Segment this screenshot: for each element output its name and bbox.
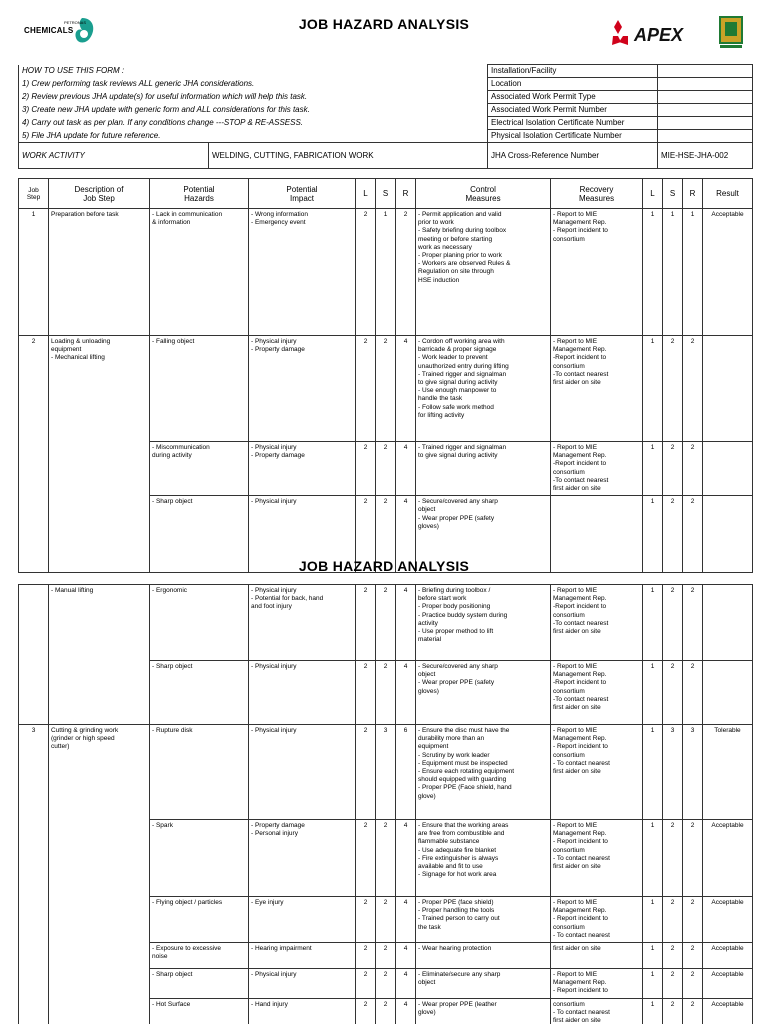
impact-cell: - Physical injury [249,661,356,725]
how-to-row [19,130,753,143]
residual-risk-cell: 2 [683,998,703,1024]
col-s2: S [663,179,683,209]
how-to-row [19,65,753,78]
residual-severity-cell: 2 [663,969,683,999]
severity-cell: 2 [376,897,396,943]
control-cell: - Secure/covered any sharp object - Wear proper PPE (safety gloves) [416,496,551,573]
recovery-cell: - Report to MIE Management Rep. - Report incident to consortium - To contact nearest [551,897,643,943]
residual-risk-cell: 2 [683,943,703,969]
impact-cell: - Hearing impairment [249,943,356,969]
control-cell: - Ensure the disc must have the durability more than an equipment - Scrutiny by work leader - Equipment must be inspected - Ensure each rotating equipment should equipped with guarding - Proper PPE (Face shield, hand glove) [416,725,551,820]
hazard-cell: - Ergonomic [150,585,249,661]
result-cell: Tolerable [703,725,753,820]
recovery-cell: first aider on site [551,943,643,969]
residual-likelihood-cell: 1 [643,209,663,336]
likelihood-cell: 2 [356,998,376,1024]
step-description: Cutting & grinding work (grinder or high speed cutter) [49,725,150,1024]
residual-likelihood-cell: 1 [643,897,663,943]
likelihood-cell: 2 [356,943,376,969]
recovery-cell: - Report to MIE Management Rep. -Report incident to consortium -To contact nearest first aider on site [551,442,643,496]
result-cell [703,661,753,725]
how-to-row [19,104,753,117]
control-cell: - Wear hearing protection [416,943,551,969]
instruction-line: 2) Review previous JHA update(s) for useful information which will help this task. [19,91,488,104]
result-cell [703,585,753,661]
col-step: Job Step [19,179,49,209]
field-value[interactable] [658,117,753,130]
result-cell: Acceptable [703,897,753,943]
control-cell: - Wear proper PPE (leather glove) [416,998,551,1024]
severity-cell: 2 [376,820,396,897]
risk-cell: 4 [396,336,416,442]
residual-risk-cell: 2 [683,897,703,943]
col-s: S [376,179,396,209]
impact-cell: - Wrong information - Emergency event [249,209,356,336]
hazard-cell: - Rupture disk [150,725,249,820]
likelihood-cell: 2 [356,496,376,573]
result-cell: Acceptable [703,943,753,969]
control-cell: - Cordon off working area with barricade & proper signage - Work leader to prevent unauthorized entry during lifting - Trained rigger and signalman to give signal during activity - Use enough manpower to handle the task - Follow safe work method for lifting activity [416,336,551,442]
field-label: Electrical Isolation Certificate Number [488,117,658,130]
residual-severity-cell: 2 [663,496,683,573]
risk-cell: 4 [396,820,416,897]
instruction-line: 5) File JHA update for future reference. [19,130,488,143]
likelihood-cell: 2 [356,820,376,897]
residual-risk-cell: 2 [683,585,703,661]
residual-likelihood-cell: 1 [643,442,663,496]
hazard-cell: - Flying object / particles [150,897,249,943]
how-to-row [19,117,753,130]
step-number: 2 [19,336,49,573]
residual-likelihood-cell: 1 [643,725,663,820]
field-value[interactable] [658,65,753,78]
residual-likelihood-cell: 1 [643,585,663,661]
likelihood-cell: 2 [356,725,376,820]
step-number: 1 [19,209,49,336]
work-activity-value: WELDING, CUTTING, FABRICATION WORK [209,143,488,169]
step-description: - Manual lifting [49,585,150,725]
work-activity-label: WORK ACTIVITY [19,143,209,169]
severity-cell: 2 [376,442,396,496]
likelihood-cell: 2 [356,897,376,943]
risk-cell: 4 [396,496,416,573]
likelihood-cell: 2 [356,969,376,999]
table-row [19,336,753,442]
field-value[interactable] [658,91,753,104]
apex-text: APEX [634,25,684,45]
residual-severity-cell: 2 [663,442,683,496]
severity-cell: 2 [376,585,396,661]
how-to-row [19,91,753,104]
hazard-cell: - Exposure to excessive noise [150,943,249,969]
impact-cell: - Physical injury [249,496,356,573]
residual-likelihood-cell: 1 [643,820,663,897]
xref-value: MIE-HSE-JHA-002 [658,143,753,169]
severity-cell: 2 [376,336,396,442]
residual-likelihood-cell: 1 [643,998,663,1024]
impact-cell: - Physical injury [249,725,356,820]
col-l: L [356,179,376,209]
likelihood-cell: 2 [356,336,376,442]
col-impact: Potential Impact [249,179,356,209]
hazard-cell: - Spark [150,820,249,897]
risk-cell: 2 [396,209,416,336]
hazard-cell: - Sharp object [150,661,249,725]
col-hazards: Potential Hazards [150,179,249,209]
apex-logo [602,12,750,52]
residual-likelihood-cell: 1 [643,336,663,442]
result-cell [703,336,753,442]
page-title: JOB HAZARD ANALYSIS [298,16,470,32]
xref-label: JHA Cross-Reference Number [488,143,658,169]
residual-severity-cell: 2 [663,897,683,943]
col-control: Control Measures [416,179,551,209]
hazard-cell: - Hot Surface [150,998,249,1024]
severity-cell: 3 [376,725,396,820]
residual-severity-cell: 2 [663,998,683,1024]
instruction-line: 1) Crew performing task reviews ALL generic JHA considerations. [19,78,488,91]
residual-likelihood-cell: 1 [643,661,663,725]
table-row [19,725,753,820]
recovery-cell: - Report to MIE Management Rep. - Report incident to consortium - To contact nearest first aider on site [551,725,643,820]
impact-cell: - Physical injury - Property damage [249,442,356,496]
field-value[interactable] [658,78,753,91]
step-description: Preparation before task [49,209,150,336]
mitsubishi-icon [612,20,628,45]
col-result: Result [703,179,753,209]
severity-cell: 2 [376,969,396,999]
risk-cell: 4 [396,969,416,999]
result-cell: Acceptable [703,820,753,897]
recovery-cell: - Report to MIE Management Rep. - Report incident to consortium [551,209,643,336]
instruction-line: HOW TO USE THIS FORM : [19,65,488,78]
residual-likelihood-cell: 1 [643,496,663,573]
field-label: Location [488,78,658,91]
step-description: Loading & unloading equipment - Mechanical lifting [49,336,150,573]
field-value[interactable] [658,104,753,117]
residual-severity-cell: 3 [663,725,683,820]
result-cell: Acceptable [703,209,753,336]
likelihood-cell: 2 [356,442,376,496]
col-l2: L [643,179,663,209]
risk-cell: 4 [396,998,416,1024]
severity-cell: 2 [376,661,396,725]
step-number: 3 [19,725,49,1024]
risk-cell: 6 [396,725,416,820]
field-label: Installation/Facility [488,65,658,78]
likelihood-cell: 2 [356,585,376,661]
control-cell: - Proper PPE (face shield) - Proper handling the tools - Trained person to carry out the task [416,897,551,943]
residual-risk-cell: 1 [683,209,703,336]
residual-risk-cell: 2 [683,336,703,442]
how-to-table [18,64,753,169]
recovery-cell: consortium - To contact nearest first aider on site [551,998,643,1024]
residual-severity-cell: 2 [663,820,683,897]
severity-cell: 2 [376,998,396,1024]
residual-severity-cell: 1 [663,209,683,336]
result-cell: Acceptable [703,969,753,999]
col-recovery: Recovery Measures [551,179,643,209]
hazard-cell: - Lack in communication & information [150,209,249,336]
impact-cell: - Physical injury [249,969,356,999]
control-cell: - Eliminate/secure any sharp object [416,969,551,999]
table-row [19,209,753,336]
col-r: R [396,179,416,209]
logo-text: CHEMICALS [24,26,74,35]
table-row [19,585,753,661]
recovery-cell: - Report to MIE Management Rep. -Report incident to consortium -To contact nearest first aider on site [551,661,643,725]
risk-cell: 4 [396,897,416,943]
recovery-cell: - Report to MIE Management Rep. -Report incident to consortium -To contact nearest first aider on site [551,336,643,442]
field-label: Physical Isolation Certificate Number [488,130,658,143]
logo-sub: PETRONAS [64,20,87,25]
impact-cell: - Eye injury [249,897,356,943]
likelihood-cell: 2 [356,209,376,336]
severity-cell: 2 [376,943,396,969]
severity-cell: 1 [376,209,396,336]
field-value[interactable] [658,130,753,143]
residual-severity-cell: 2 [663,585,683,661]
step-number [19,585,49,725]
result-cell: Acceptable [703,998,753,1024]
residual-risk-cell: 3 [683,725,703,820]
residual-likelihood-cell: 1 [643,943,663,969]
control-cell: - Ensure that the working areas are free from combustible and flammable substance - Use adequate fire blanket - Fire extinguisher is always available and fit to use - Signage for hot work area [416,820,551,897]
impact-cell: - Physical injury - Potential for back, hand and foot injury [249,585,356,661]
residual-risk-cell: 2 [683,496,703,573]
table-header-row [19,179,753,209]
shield-crest-icon [720,17,742,48]
risk-cell: 4 [396,661,416,725]
instruction-line: 3) Create new JHA update with generic form and ALL considerations for this task. [19,104,488,117]
residual-risk-cell: 2 [683,442,703,496]
control-cell: - Permit application and valid prior to work - Safety briefing during toolbox meeting or before starting work as necessary - Proper planing prior to work - Workers are observed Rules & Regulation on site through HSE induction [416,209,551,336]
control-cell: - Briefing during toolbox / before start work - Proper body positioning - Practice buddy system during activity - Use proper method to lift material [416,585,551,661]
recovery-cell: - Report to MIE Management Rep. - Report incident to [551,969,643,999]
work-activity-row [19,143,753,169]
likelihood-cell: 2 [356,661,376,725]
impact-cell: - Hand injury [249,998,356,1024]
residual-severity-cell: 2 [663,661,683,725]
recovery-cell: - Report to MIE Management Rep. -Report incident to consortium -To contact nearest first aider on site [551,585,643,661]
risk-cell: 4 [396,585,416,661]
residual-severity-cell: 2 [663,943,683,969]
residual-severity-cell: 2 [663,336,683,442]
jha-table-2 [18,584,753,1024]
hazard-cell: - Miscommunication during activity [150,442,249,496]
impact-cell: - Property damage - Personal injury [249,820,356,897]
residual-risk-cell: 2 [683,661,703,725]
severity-cell: 2 [376,496,396,573]
col-r2: R [683,179,703,209]
impact-cell: - Physical injury - Property damage [249,336,356,442]
jha-table-1 [18,178,753,573]
control-cell: - Secure/covered any sharp object - Wear proper PPE (safety gloves) [416,661,551,725]
page-title-2: JOB HAZARD ANALYSIS [298,558,470,574]
risk-cell: 4 [396,943,416,969]
recovery-cell: - Report to MIE Management Rep. - Report incident to consortium - To contact nearest first aider on site [551,820,643,897]
hazard-cell: - Sharp object [150,496,249,573]
col-desc: Description of Job Step [49,179,150,209]
control-cell: - Trained rigger and signalman to give signal during activity [416,442,551,496]
how-to-row [19,78,753,91]
residual-risk-cell: 2 [683,820,703,897]
instruction-line: 4) Carry out task as per plan. If any conditions change ---STOP & RE-ASSESS. [19,117,488,130]
hazard-cell: - Falling object [150,336,249,442]
residual-risk-cell: 2 [683,969,703,999]
hazard-cell: - Sharp object [150,969,249,999]
residual-likelihood-cell: 1 [643,969,663,999]
result-cell [703,442,753,496]
field-label: Associated Work Permit Number [488,104,658,117]
risk-cell: 4 [396,442,416,496]
field-label: Associated Work Permit Type [488,91,658,104]
